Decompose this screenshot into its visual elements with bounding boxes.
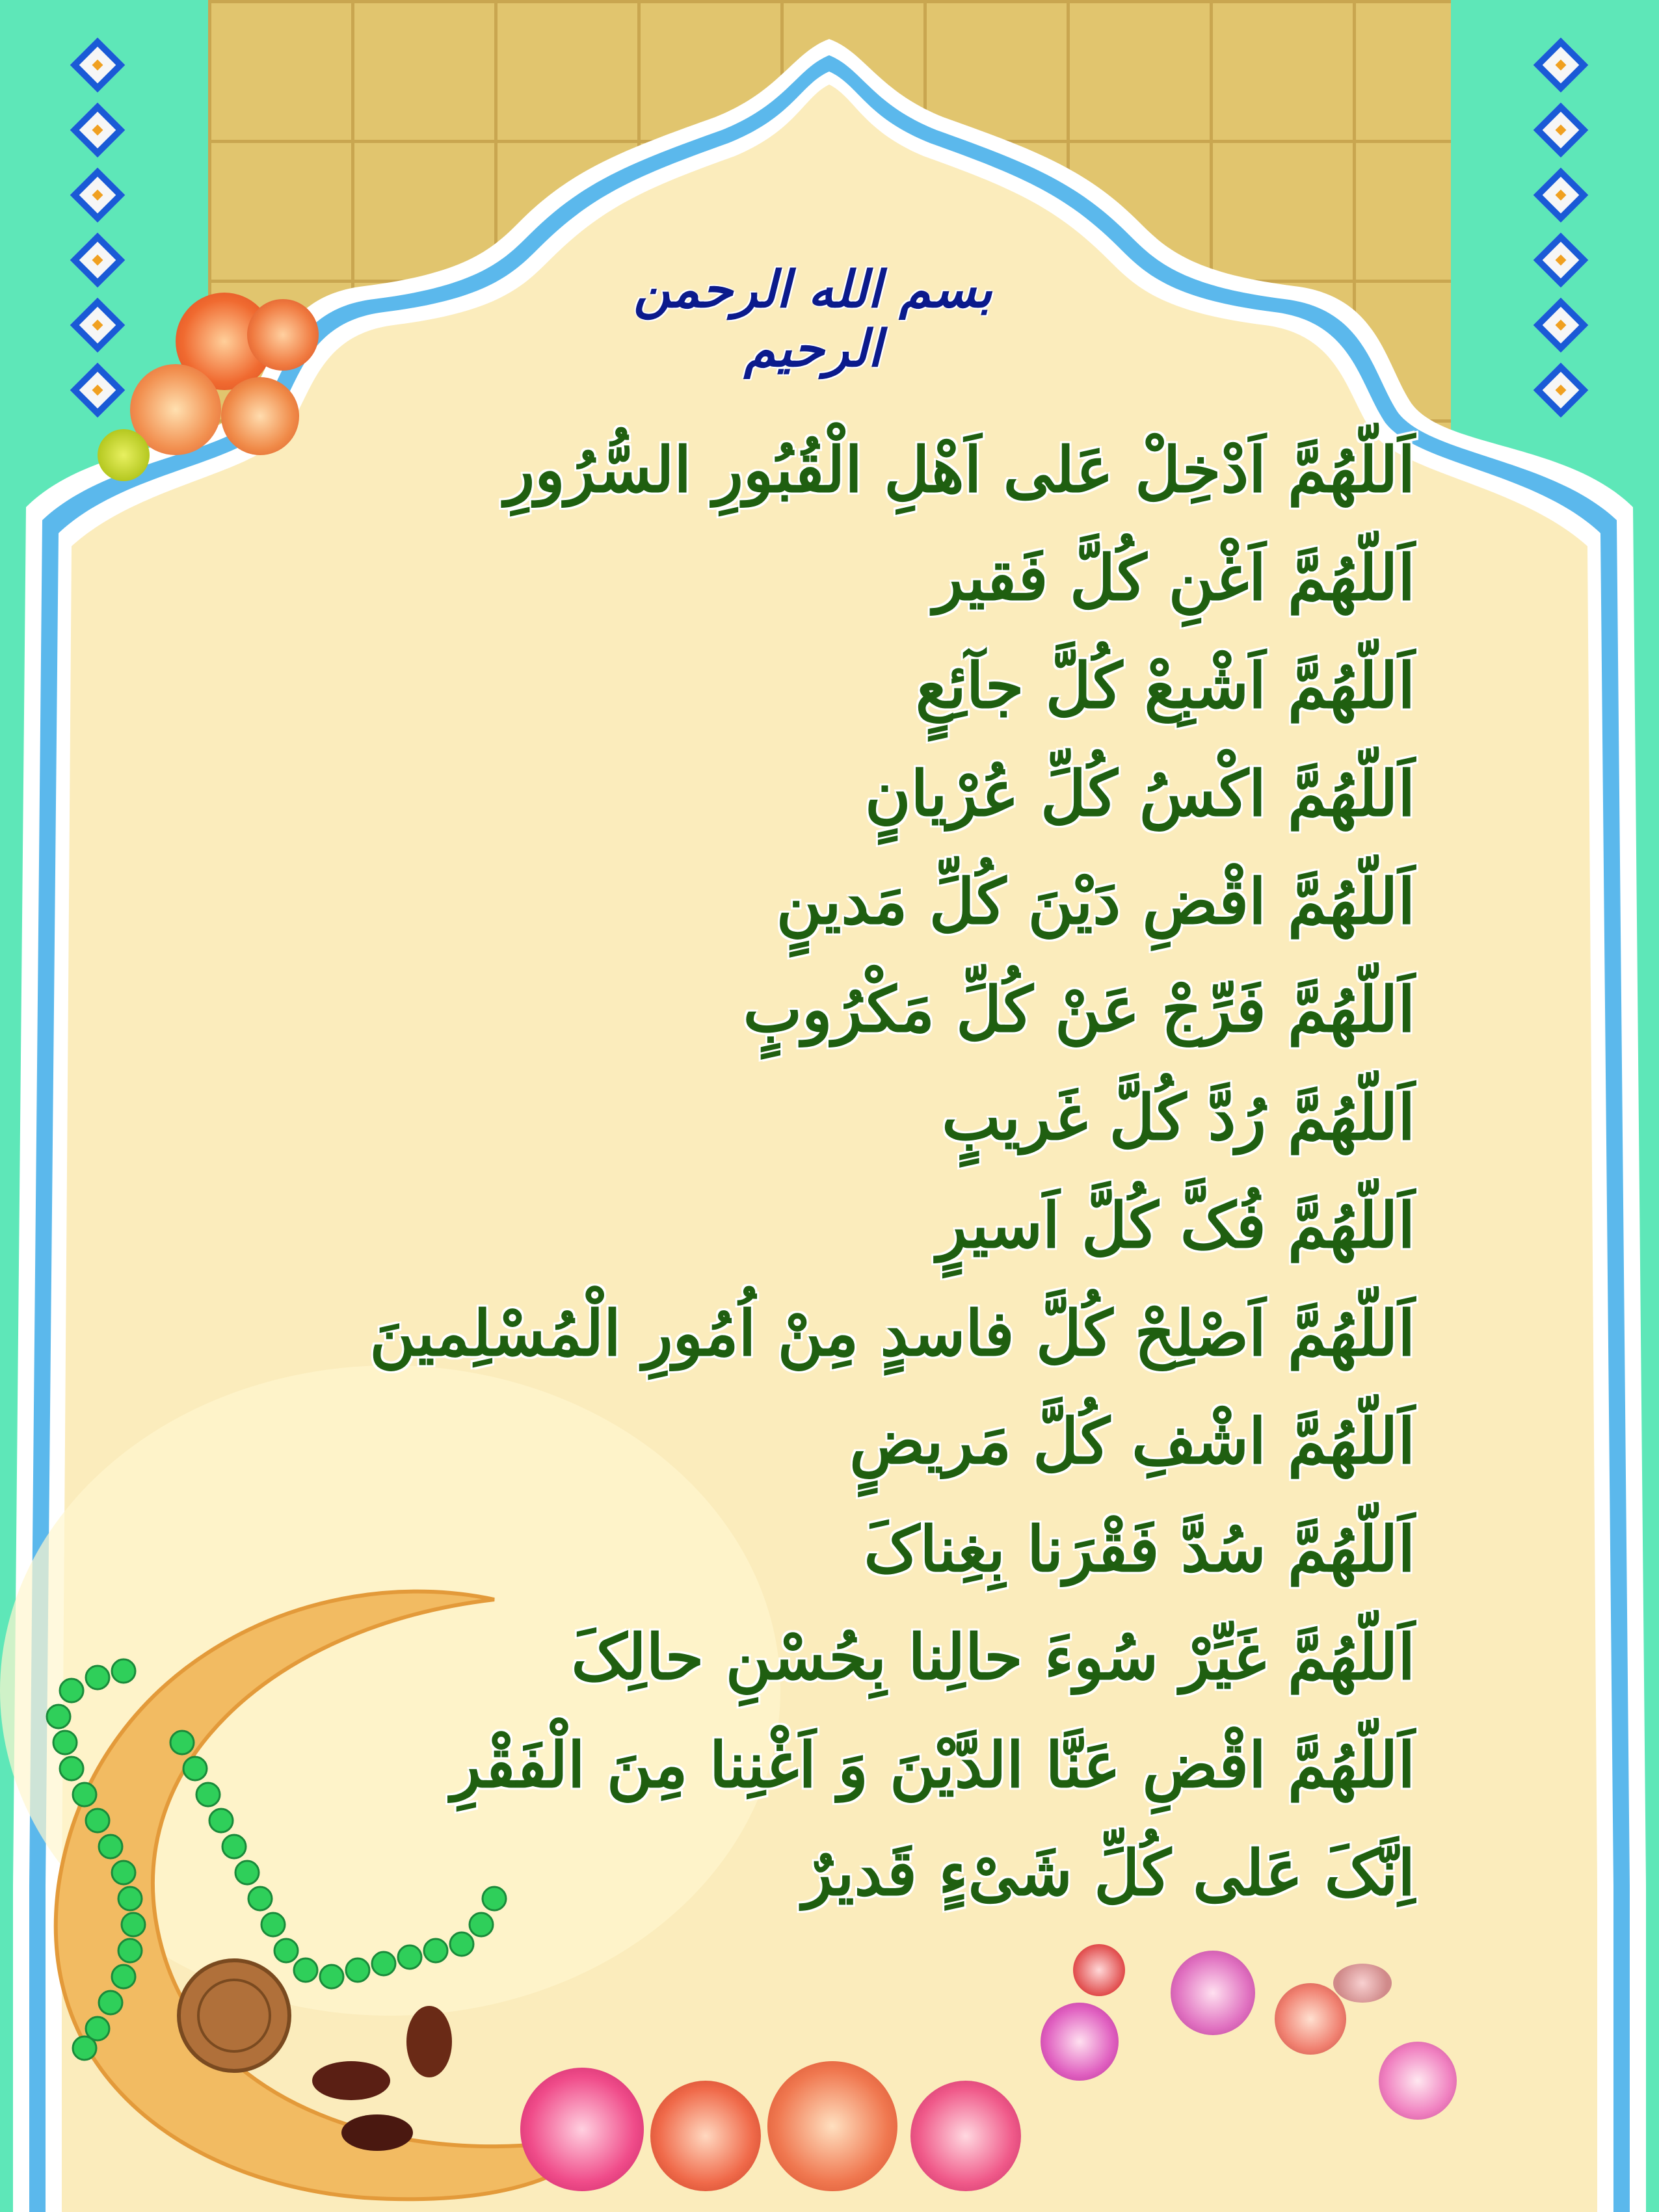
- supplication-line: اَللّهُمَّ اَصْلِحْ کُلَّ فاسدٍ مِنْ اُمُورِ الْمُسْلِمینَ: [369, 1297, 1415, 1370]
- supplication-line: اَللّهُمَّ اکْسُ کُلِّ عُرْیانٍ: [865, 757, 1415, 830]
- supplication-line: اَللّهُمَّ فَرِّجْ عَنْ کُلِّ مَکْرُوبٍ: [743, 973, 1415, 1046]
- supplication-line: اَللّهُمَّ غَیِّرْ سُوءَ حالِنا بِحُسْنِ حالِکَ: [571, 1620, 1415, 1694]
- supplication-line: اَللّهُمَّ اقْضِ دَیْنَ کُلِّ مَدینٍ: [776, 865, 1415, 938]
- supplication-line: اَللّهُمَّ رُدَّ کُلَّ غَریبٍ: [942, 1081, 1415, 1154]
- supplication-line: اَللّهُمَّ فُکَّ کُلَّ اَسیرٍ: [936, 1189, 1415, 1262]
- basmala-title: بسم الله الرحمن الرحیم: [633, 260, 992, 378]
- supplication-line: اَللّهُمَّ اَدْخِلْ عَلی اَهْلِ الْقُبُورِ السُّرُورِ: [504, 433, 1415, 507]
- supplication-line: اَللّهُمَّ اشْفِ کُلَّ مَریضٍ: [849, 1404, 1415, 1478]
- supplication-line: اَللّهُمَّ سُدَّ فَقْرَنا بِغِناکَ: [864, 1512, 1415, 1586]
- supplication-line: اَللّهُمَّ اَغْنِ کُلَّ فَقیر: [933, 541, 1415, 614]
- supplication-line: اَللّهُمَّ اَشْبِعْ کُلَّ جآئِعٍ: [915, 649, 1415, 722]
- supplication-line: اَللّهُمَّ اقْضِ عَنَّا الدَّیْنَ وَ اَغْنِنا مِنَ الْفَقْرِ: [451, 1728, 1415, 1802]
- supplication-line: اِنَّکَ عَلی کُلِّ شَیْءٍ قَدیرٌ: [802, 1836, 1415, 1910]
